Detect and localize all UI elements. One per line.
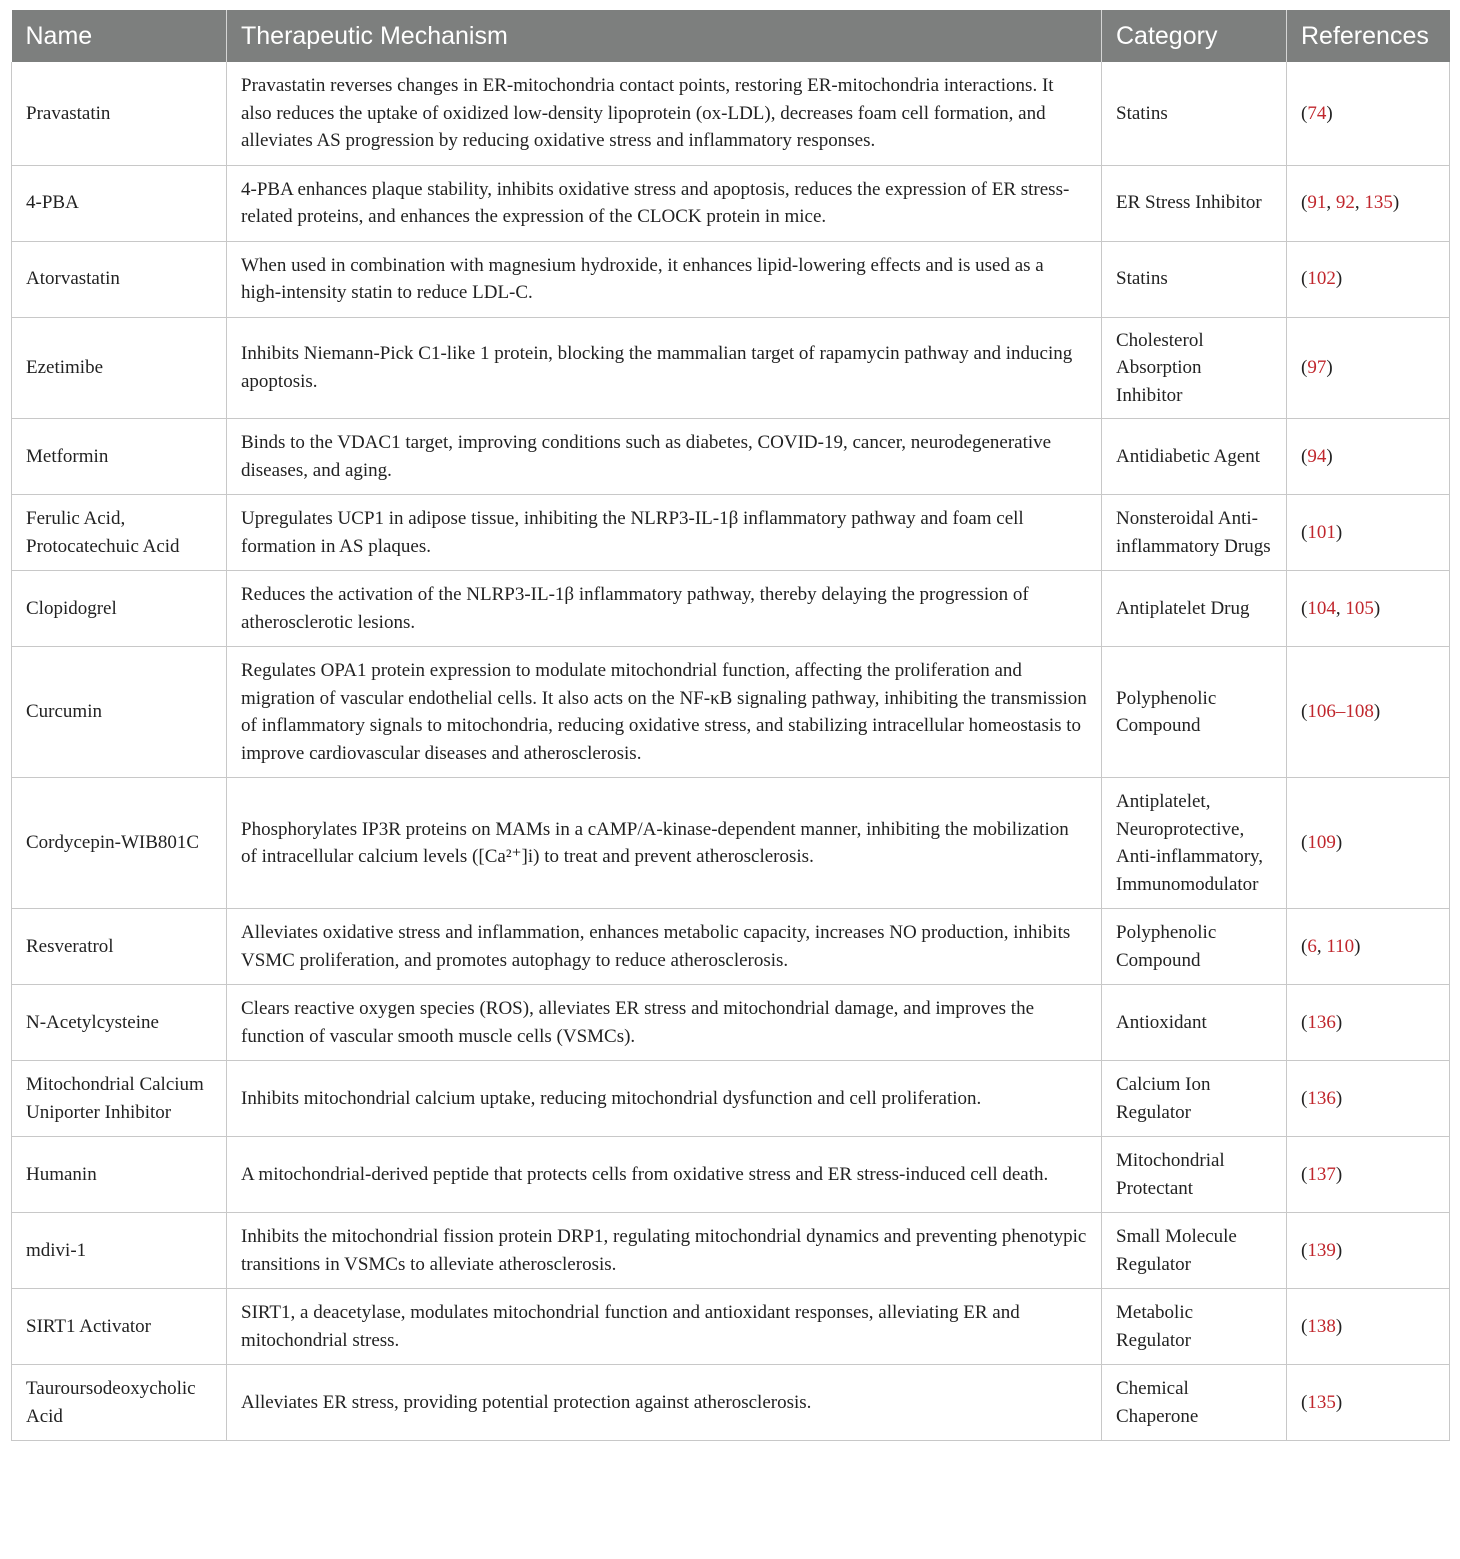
header-category: Category (1102, 10, 1287, 62)
drug-name-cell: Tauroursodeoxycholic Acid (12, 1365, 227, 1441)
references-cell: (101) (1287, 495, 1450, 571)
table-header (12, 10, 1450, 62)
header-row (12, 10, 1450, 62)
category-cell: Metabolic Regulator (1102, 1289, 1287, 1365)
table-row (12, 647, 1450, 778)
category-cell: Calcium Ion Regulator (1102, 1061, 1287, 1137)
category-cell: Statins (1102, 241, 1287, 317)
table-row (12, 1289, 1450, 1365)
reference-link[interactable]: 110 (1326, 935, 1355, 957)
reference-link[interactable]: 92 (1335, 192, 1355, 214)
table-row (12, 62, 1450, 165)
table-row (12, 317, 1450, 419)
category-cell: Cholesterol Absorption Inhibitor (1102, 317, 1287, 419)
category-cell: Polyphenolic Compound (1102, 909, 1287, 985)
reference-link[interactable]: 102 (1307, 268, 1336, 290)
table-row (12, 1213, 1450, 1289)
references-cell: (109) (1287, 778, 1450, 909)
table-row (12, 165, 1450, 241)
reference-link[interactable]: 91 (1307, 192, 1327, 214)
table-row (12, 495, 1450, 571)
reference-link[interactable]: 104 (1307, 597, 1336, 619)
references-cell: (102) (1287, 241, 1450, 317)
drug-name-cell: Ferulic Acid, Protocatechuic Acid (12, 495, 227, 571)
reference-link[interactable]: 139 (1307, 1239, 1336, 1261)
references-cell: (94) (1287, 419, 1450, 495)
mechanism-cell: Upregulates UCP1 in adipose tissue, inhibiting the NLRP3-IL-1β inflammatory pathway and foam cell formation in AS plaques. (227, 495, 1102, 571)
mechanism-cell: Reduces the activation of the NLRP3-IL-1β inflammatory pathway, thereby delaying the progression of atherosclerotic lesions. (227, 571, 1102, 647)
header-mechanism: Therapeutic Mechanism (227, 10, 1102, 62)
table-row (12, 419, 1450, 495)
references-cell: (136) (1287, 1061, 1450, 1137)
reference-link[interactable]: 105 (1345, 597, 1374, 619)
reference-link[interactable]: 97 (1307, 357, 1327, 378)
category-cell: Antiplatelet Drug (1102, 571, 1287, 647)
reference-link[interactable]: 106–108 (1307, 701, 1374, 723)
references-cell: (6, 110) (1287, 909, 1450, 985)
category-cell: Statins (1102, 62, 1287, 165)
references-cell: (139) (1287, 1213, 1450, 1289)
table-row (12, 1137, 1450, 1213)
reference-link[interactable]: 136 (1307, 1011, 1336, 1033)
therapeutic-drugs-table (11, 10, 1450, 1441)
reference-link[interactable]: 138 (1307, 1315, 1336, 1337)
drug-name-cell: Pravastatin (12, 62, 227, 165)
table-row (12, 1365, 1450, 1441)
reference-link[interactable]: 74 (1307, 102, 1327, 124)
references-cell: (137) (1287, 1137, 1450, 1213)
category-cell: Chemical Chaperone (1102, 1365, 1287, 1441)
reference-link[interactable]: 6 (1307, 935, 1317, 957)
mechanism-cell: SIRT1, a deacetylase, modulates mitochondrial function and antioxidant responses, alleviating ER and mitochondrial stress. (227, 1289, 1102, 1365)
references-cell: (106–108) (1287, 647, 1450, 778)
references-cell: (74) (1287, 62, 1450, 165)
reference-link[interactable]: 135 (1307, 1391, 1336, 1413)
drug-name-cell: Resveratrol (12, 909, 227, 985)
reference-link[interactable]: 135 (1364, 192, 1393, 214)
reference-link[interactable]: 94 (1307, 445, 1327, 467)
table-row (12, 571, 1450, 647)
reference-link[interactable]: 109 (1307, 832, 1336, 854)
drug-name-cell: SIRT1 Activator (12, 1289, 227, 1365)
category-cell: Small Molecule Regulator (1102, 1213, 1287, 1289)
drug-table-container (11, 10, 1449, 1441)
category-cell: Antidiabetic Agent (1102, 419, 1287, 495)
category-cell: Antiplatelet, Neuroprotective, Anti-inflammatory, Immunomodulator (1102, 778, 1287, 909)
mechanism-cell: Inhibits the mitochondrial fission protein DRP1, regulating mitochondrial dynamics and preventing phenotypic transitions in VSMCs to alleviate atherosclerosis. (227, 1213, 1102, 1289)
category-cell: Antioxidant (1102, 985, 1287, 1061)
drug-name-cell: 4-PBA (12, 165, 227, 241)
category-cell: Nonsteroidal Anti-inflammatory Drugs (1102, 495, 1287, 571)
drug-name-cell: Curcumin (12, 647, 227, 778)
drug-name-cell: Metformin (12, 419, 227, 495)
reference-link[interactable]: 101 (1307, 521, 1336, 543)
category-cell: Polyphenolic Compound (1102, 647, 1287, 778)
mechanism-cell: Inhibits Niemann-Pick C1-like 1 protein, blocking the mammalian target of rapamycin pathway and inducing apoptosis. (227, 317, 1102, 419)
references-cell: (136) (1287, 985, 1450, 1061)
table-row (12, 909, 1450, 985)
references-cell: (97) (1287, 317, 1450, 419)
drug-name-cell: Atorvastatin (12, 241, 227, 317)
drug-name-cell: Humanin (12, 1137, 227, 1213)
mechanism-cell: Binds to the VDAC1 target, improving conditions such as diabetes, COVID-19, cancer, neurodegenerative diseases, and aging. (227, 419, 1102, 495)
mechanism-cell: A mitochondrial-derived peptide that protects cells from oxidative stress and ER stress-induced cell death. (227, 1137, 1102, 1213)
mechanism-cell: Alleviates oxidative stress and inflammation, enhances metabolic capacity, increases NO production, inhibits VSMC proliferation, and promotes autophagy to reduce atherosclerosis. (227, 909, 1102, 985)
drug-name-cell: Mitochondrial Calcium Uniporter Inhibitor (12, 1061, 227, 1137)
table-row (12, 1061, 1450, 1137)
header-references: References (1287, 10, 1450, 62)
mechanism-cell: Inhibits mitochondrial calcium uptake, reducing mitochondrial dysfunction and cell proliferation. (227, 1061, 1102, 1137)
reference-link[interactable]: 137 (1307, 1163, 1336, 1185)
mechanism-cell: Regulates OPA1 protein expression to modulate mitochondrial function, affecting the proliferation and migration of vascular endothelial cells. It also acts on the NF-κB signaling pathway, inhibiting the transmission of inflammatory signals to mitochondria, reducing oxidative stress, and stabilizing intracellular homeostasis to improve cardiovascular diseases and atherosclerosis. (227, 647, 1102, 778)
references-cell: (91, 92, 135) (1287, 165, 1450, 241)
mechanism-cell: Clears reactive oxygen species (ROS), alleviates ER stress and mitochondrial damage, and improves the function of vascular smooth muscle cells (VSMCs). (227, 985, 1102, 1061)
references-cell: (138) (1287, 1289, 1450, 1365)
references-cell: (104, 105) (1287, 571, 1450, 647)
header-name: Name (12, 10, 227, 62)
drug-name-cell: Ezetimibe (12, 317, 227, 419)
table-row (12, 985, 1450, 1061)
table-body (12, 62, 1450, 1441)
mechanism-cell: Phosphorylates IP3R proteins on MAMs in a cAMP/A-kinase-dependent manner, inhibiting the mobilization of intracellular calcium levels ([Ca²⁺]i) to treat and prevent atherosclerosis. (227, 778, 1102, 909)
category-cell: Mitochondrial Protectant (1102, 1137, 1287, 1213)
mechanism-cell: 4-PBA enhances plaque stability, inhibits oxidative stress and apoptosis, reduces the expression of ER stress-related proteins, and enhances the expression of the CLOCK protein in mice. (227, 165, 1102, 241)
category-cell: ER Stress Inhibitor (1102, 165, 1287, 241)
reference-link[interactable]: 136 (1307, 1087, 1336, 1109)
drug-name-cell: Clopidogrel (12, 571, 227, 647)
drug-name-cell: mdivi-1 (12, 1213, 227, 1289)
table-row (12, 241, 1450, 317)
mechanism-cell: When used in combination with magnesium hydroxide, it enhances lipid-lowering effects and is used as a high-intensity statin to reduce LDL-C. (227, 241, 1102, 317)
mechanism-cell: Alleviates ER stress, providing potential protection against atherosclerosis. (227, 1365, 1102, 1441)
drug-name-cell: N-Acetylcysteine (12, 985, 227, 1061)
table-row (12, 778, 1450, 909)
references-cell: (135) (1287, 1365, 1450, 1441)
mechanism-cell: Pravastatin reverses changes in ER-mitochondria contact points, restoring ER-mitochondria interactions. It also reduces the uptake of oxidized low-density lipoprotein (ox-LDL), decreases foam cell formation, and alleviates AS progression by reducing oxidative stress and inflammatory responses. (227, 62, 1102, 165)
drug-name-cell: Cordycepin-WIB801C (12, 778, 227, 909)
